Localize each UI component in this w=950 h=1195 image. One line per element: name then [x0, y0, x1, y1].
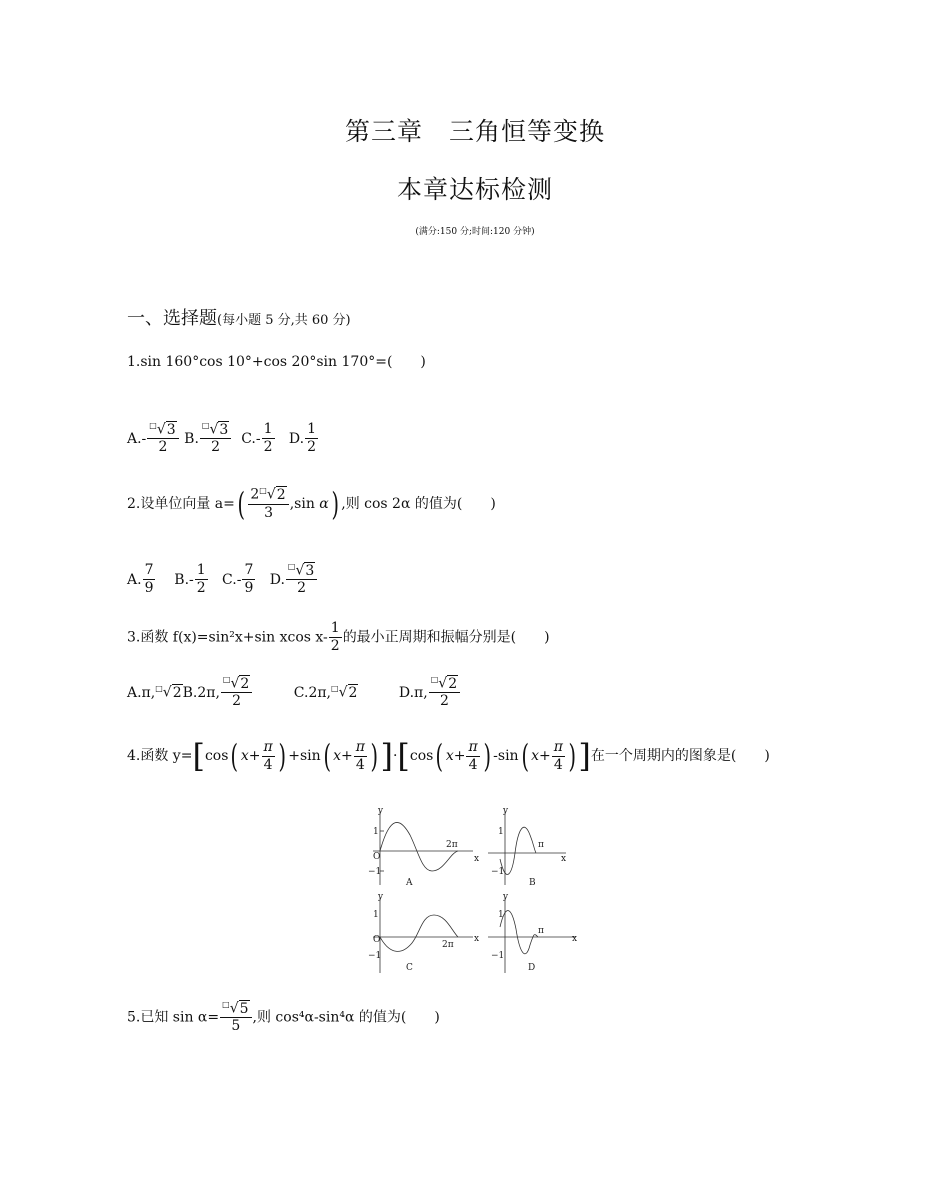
q2-option-b: B.- $\frac{1}{2}$ — [174, 562, 206, 597]
graph-b-one: 1 — [498, 827, 504, 837]
graph-a — [373, 811, 473, 885]
question-2-options — [127, 562, 318, 597]
graph-b-label: B — [529, 878, 536, 888]
question-1-options — [127, 421, 319, 456]
graph-d-one: 1 — [498, 910, 504, 920]
graph-b-y-label: y — [503, 806, 509, 816]
q4-graphs — [360, 805, 590, 980]
graph-c-origin: O — [373, 935, 381, 945]
graph-c-neg-one: −1 — [368, 951, 382, 961]
graph-b-neg-one: −1 — [491, 867, 505, 877]
graph-a-x-label: x — [474, 854, 480, 864]
q2-option-c: C.- $\frac{7}{9}$ — [222, 562, 254, 597]
section-title: 一、选择题 — [127, 308, 217, 329]
q3-option-d: D.π, $\frac{^□√2}{2}$ — [399, 685, 461, 701]
graph-d-pi: π — [538, 926, 544, 936]
graph-a-two-pi: 2π — [446, 840, 458, 850]
graph-c-one: 1 — [373, 910, 379, 920]
graph-c-label: C — [406, 963, 413, 973]
q3-option-c: C.2π,□√2 — [293, 683, 358, 701]
graph-c-y-label: y — [378, 892, 384, 902]
q1-option-b: B. $\frac{^□√3}{2}$ — [184, 431, 232, 447]
graph-d — [488, 897, 576, 973]
graph-c-two-pi: 2π — [442, 940, 454, 950]
test-title: 本章达标检测 — [396, 175, 553, 204]
graph-a-origin: O — [373, 852, 381, 862]
q3-option-a: A.π,□√2 — [127, 683, 182, 701]
chapter-title: 第三章 三角恒等变换 — [344, 117, 605, 146]
q2-option-d: D. $\frac{^□√3}{2}$ — [270, 572, 319, 588]
graph-a-one: 1 — [373, 827, 379, 837]
question-2-stem: 2.设单位向量 a=( $\frac{2^□√2}{3}$ ,sin α) ,则 cos 2α 的值为( ) — [127, 485, 496, 523]
q2-option-a: A. $\frac{7}{9}$ — [127, 562, 154, 597]
graph-c — [373, 897, 473, 973]
question-1-stem: 1.sin 160°cos 10°+cos 20°sin 170°=( ) — [127, 354, 426, 370]
graph-d-label: D — [528, 963, 536, 973]
graph-a-label: A — [406, 878, 413, 888]
question-3-options — [127, 675, 461, 710]
graph-a-neg-one: −1 — [368, 867, 382, 877]
graph-a-y-label: y — [378, 806, 384, 816]
graph-d-neg-one: −1 — [491, 951, 505, 961]
section-note: (每小题 5 分,共 60 分) — [217, 313, 351, 328]
question-5-stem: 5.已知 sin α= $\frac{^□√5}{5}$ ,则 cos⁴α-sin⁴α 的值为( ) — [127, 1000, 440, 1035]
exam-meta: (满分:150 分;时间:120 分钟) — [415, 227, 535, 237]
graph-d-y-label: y — [503, 892, 509, 902]
graph-c-x-label: x — [474, 934, 480, 944]
question-3-stem: 3.函数 f(x)=sin²x+sin xcos x- $\frac{1}{2}$ 的最小正周期和振幅分别是( ) — [127, 620, 550, 654]
graph-d-x-label: x — [572, 934, 578, 944]
question-4-stem: 4.函数 y=[cos( x+ $\frac{\pi}{4}$ ) +sin( x+ $\frac{\pi}{4}$ )]·[cos( x+ $\frac{\pi}{4}$ ) -sin( x+ $\frac{\pi}{4}$ )]在一个周期内的图象是( ) — [127, 737, 770, 775]
q1-option-d: D. $\frac{1}{2}$ — [288, 421, 317, 456]
graph-b-pi: π — [538, 840, 544, 850]
q3-option-b: B.2π, $\frac{^□√2}{2}$ — [183, 685, 254, 701]
q1-option-c: C.- $\frac{1}{2}$ — [241, 421, 273, 456]
q1-option-a: A.- $\frac{^□√3}{2}$ — [127, 431, 180, 447]
section-heading — [127, 304, 351, 330]
graph-b-x-label: x — [561, 854, 567, 864]
